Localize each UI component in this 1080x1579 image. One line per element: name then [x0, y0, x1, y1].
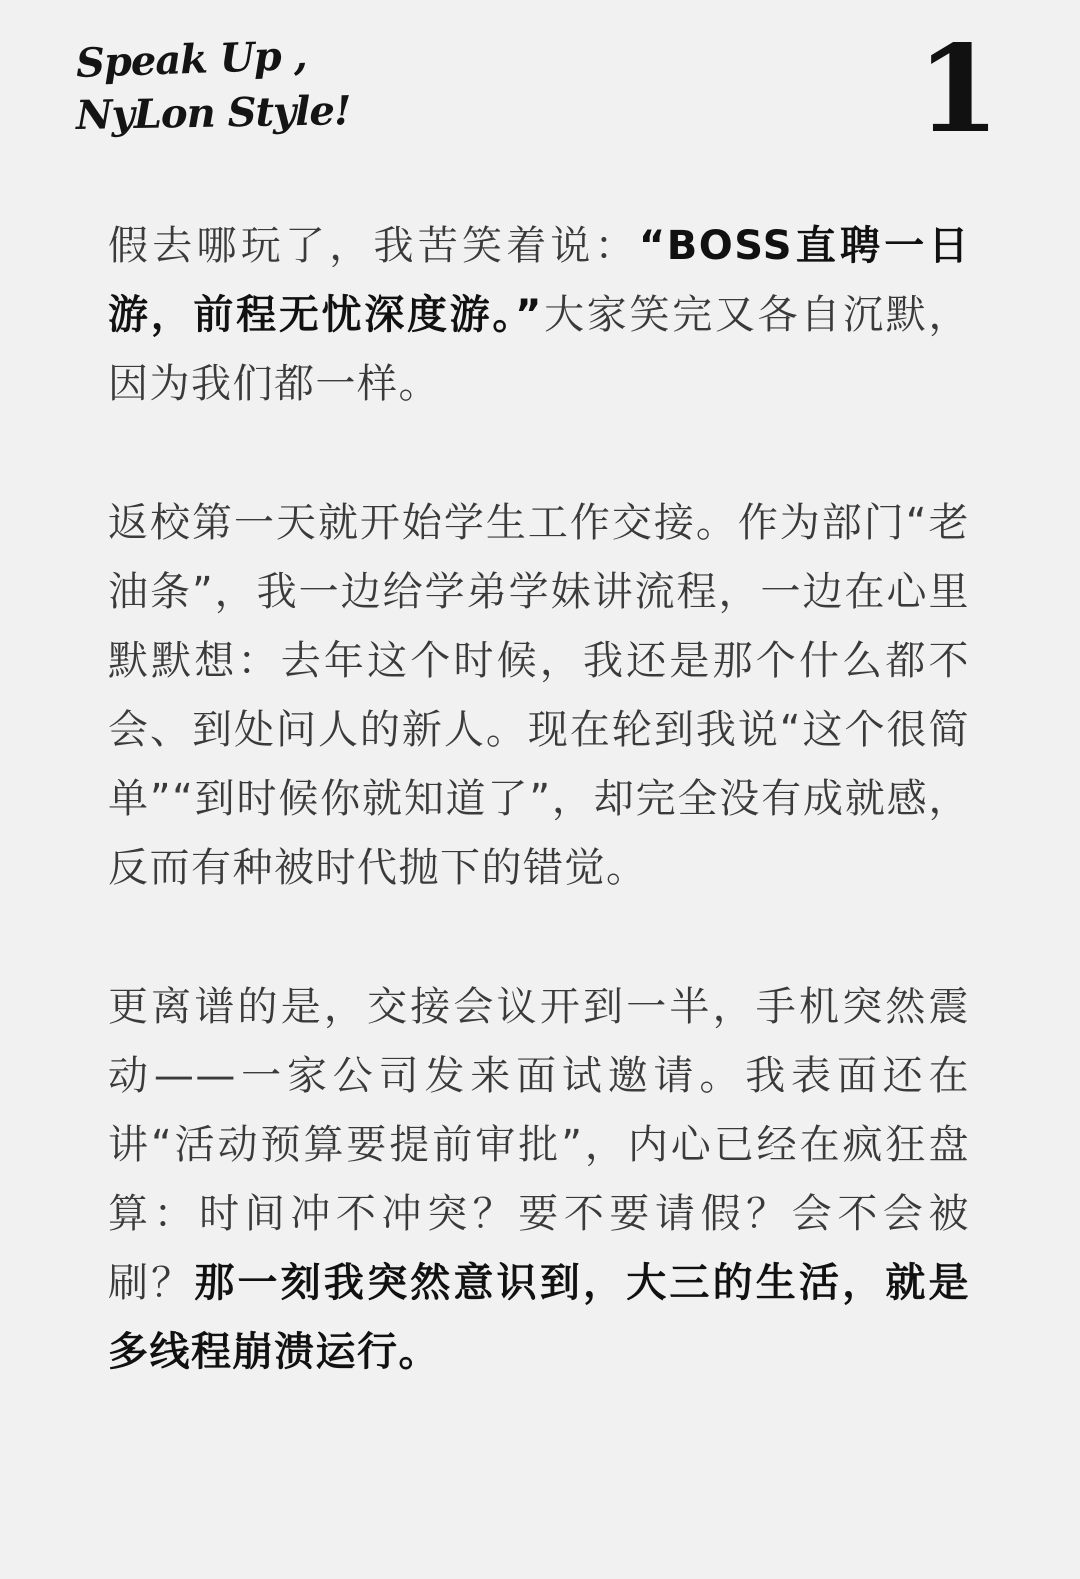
paragraph-3 — [108, 973, 970, 1387]
paragraph-1-highlight: “BOSS直聘一日游，前程无忧深度游。” — [108, 223, 970, 338]
paragraph-3-text: 更离谱的是，交接会议开到一半，手机突然震动——一家公司发来面试邀请。我表面还在讲“活动预算要提前审批”，内心已经在疯狂盘算：时间冲不冲突？要不要请假？会不会被刷？ — [108, 984, 970, 1306]
paragraph-3-highlight: 那一刻我突然意识到，大三的生活，就是多线程崩溃运行。 — [108, 1260, 971, 1375]
page-number: 1 — [916, 19, 1000, 160]
paragraph-1-text-end: 大家笑完又各自沉默，因为我们都一样。 — [108, 292, 970, 407]
logo-line-2: NyLon Style! — [75, 87, 351, 139]
paragraph-2-text: 返校第一天就开始学生工作交接。作为部门“老油条”，我一边给学弟学妹讲流程，一边在心里默默想：去年这个时候，我还是那个什么都不会、到处问人的新人。现在轮到我说“这个很简单”“到时候你就知道了”，却完全没有成就感，反而有种被时代抛下的错觉。 — [108, 500, 970, 891]
brand-logo — [75, 31, 351, 152]
paragraph-1-text: 假去哪玩了，我苦笑着说： — [108, 223, 639, 269]
article-body — [108, 212, 970, 1457]
paragraph-2 — [108, 489, 970, 903]
logo-line-1: Speak Up , — [75, 31, 308, 87]
paragraph-1 — [108, 212, 970, 419]
